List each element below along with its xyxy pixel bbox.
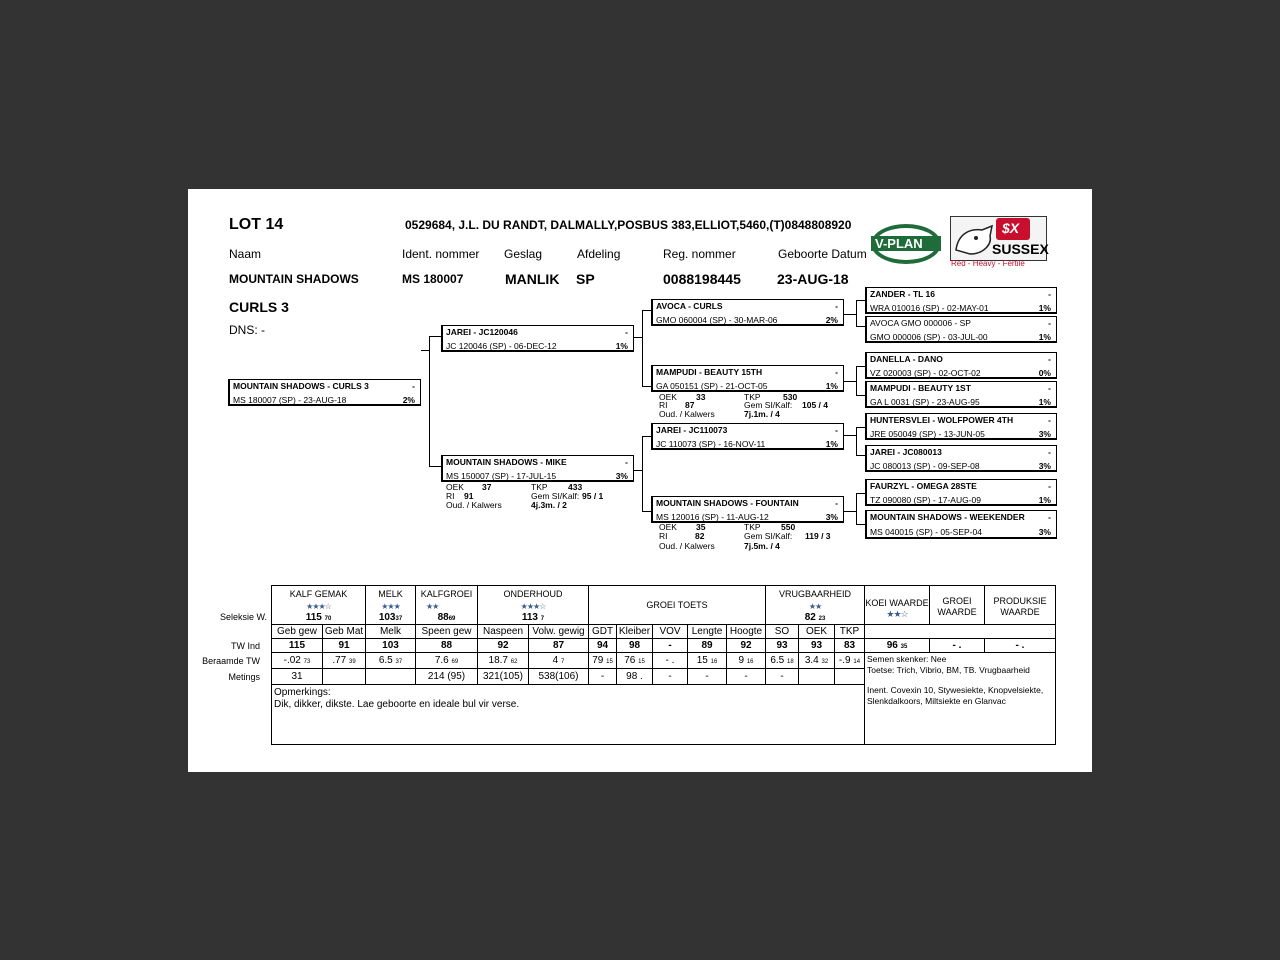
vplan-logo xyxy=(869,222,943,266)
twind-value: 92 xyxy=(727,639,766,653)
sel-onderhoud xyxy=(478,611,589,625)
stat-label-tkp: TKP xyxy=(744,392,761,402)
pedigree-gg4 xyxy=(865,381,1057,408)
beraamde-num: -.02 xyxy=(283,655,301,666)
metings-value: 214 (95) xyxy=(416,669,478,685)
sel-onderhoud-value: 113 xyxy=(521,611,538,623)
metings-value: - xyxy=(653,669,688,685)
onderhoud-stars-icon: ★★★☆ xyxy=(478,602,589,611)
pedigree-name: AVOCA GMO 000006 - SP xyxy=(870,318,971,328)
pedigree-percent: 1% xyxy=(1038,397,1051,407)
beraamde-num: -.9 xyxy=(838,655,851,666)
pedigree-mark: - xyxy=(412,381,415,391)
pedigree-mark: - xyxy=(1048,415,1051,425)
pedigree-reg: GA 050151 (SP) - 21-OCT-05 xyxy=(656,381,768,391)
pedigree-gg8 xyxy=(865,510,1057,539)
beraamde-num: 7.6 xyxy=(434,655,449,666)
row-label-seleksie: Seleksie W. xyxy=(219,612,267,622)
pedigree-gg3 xyxy=(865,352,1057,379)
twind-koei xyxy=(865,639,930,653)
label-geslag: Geslag xyxy=(504,247,543,261)
pedigree-mark: - xyxy=(835,367,838,377)
twind-prod: - . xyxy=(985,639,1056,653)
owner-info: 0529684, J.L. DU RANDT, DALMALLY,POSBUS 383,ELLIOT,5460,(T)0848808920 xyxy=(405,218,852,232)
beraamde-value xyxy=(766,653,799,669)
twind-value: 87 xyxy=(529,639,589,653)
sel-vrug xyxy=(766,611,865,625)
stat-oek: 37 xyxy=(482,482,492,492)
twind-groei: - . xyxy=(930,639,985,653)
pedigree-percent: 3% xyxy=(615,471,628,481)
sel-kalfgroei-value: 88 xyxy=(437,611,449,623)
twind-value: 91 xyxy=(323,639,366,653)
pedigree-name: MOUNTAIN SHADOWS - MIKE xyxy=(446,457,567,467)
vrug-stars-icon: ★★ xyxy=(766,602,865,611)
breeding-values-table xyxy=(271,585,1056,745)
col-header: OEK xyxy=(799,625,835,639)
pedigree-percent: 1% xyxy=(1038,303,1051,313)
row-label-twind: TW Ind xyxy=(230,641,260,651)
sel-kalf-value: 115 xyxy=(305,611,322,623)
stat-ri: 91 xyxy=(464,491,474,501)
beraamde-num: .77 xyxy=(332,655,347,666)
twind-value: 89 xyxy=(688,639,727,653)
beraamde-value xyxy=(835,653,865,669)
beraamde-acc: 37 xyxy=(395,659,403,665)
pedigree-sire-dam xyxy=(651,365,844,392)
beraamde-value xyxy=(653,653,688,669)
sel-melk-value: 103 xyxy=(378,611,396,623)
stat-label-gem: Gem SI/Kalf: xyxy=(744,531,793,541)
beraamde-value xyxy=(727,653,766,669)
beraamde-acc: 16 xyxy=(746,659,754,665)
col-header: Geb gew xyxy=(272,625,323,639)
sel-vrug-n: 23 xyxy=(818,615,826,622)
beraamde-acc: 15 xyxy=(606,659,613,665)
pedigree-name: DANELLA - DANO xyxy=(870,354,943,364)
pedigree-name: MAMPUDI - BEAUTY 15TH xyxy=(656,367,763,377)
pedigree-name: FAURZYL - OMEGA 28STE xyxy=(870,481,977,491)
beraamde-value xyxy=(589,653,617,669)
animal-birth: 23-AUG-18 xyxy=(777,271,849,287)
beraamde-value xyxy=(366,653,416,669)
sel-kalf xyxy=(272,611,366,625)
beraamde-num: 76 xyxy=(624,655,636,666)
remarks-text: Dik, dikker, dikste. Lae geboorte en ideale bul vir verse. xyxy=(274,699,520,710)
pedigree-percent: 3% xyxy=(825,512,838,522)
group-groei-waarde: GROEI WAARDE xyxy=(930,586,985,625)
beraamde-num: 15 xyxy=(696,655,708,666)
beraamde-value xyxy=(416,653,478,669)
animal-ident: MS 180007 xyxy=(402,272,464,286)
stat-gem: 105 / 4 xyxy=(802,400,828,410)
label-naam: Naam xyxy=(229,247,262,261)
stat-oek: 33 xyxy=(696,392,706,402)
pedigree-name: MOUNTAIN SHADOWS - FOUNTAIN xyxy=(656,498,799,508)
stat-ri: 82 xyxy=(695,531,705,541)
vplan-text: V-PLAN xyxy=(875,236,923,251)
animal-title: CURLS 3 xyxy=(229,299,289,315)
beraamde-acc: 15 xyxy=(638,659,645,665)
stat-tkp: 530 xyxy=(783,392,798,402)
vaccinations: Inent. Covexin 10, Stywesiekte, Knopvelsiekte, Slenkdalkoors, Miltsiekte en Glanvac xyxy=(867,685,1044,706)
pedigree-reg: TZ 090080 (SP) - 17-AUG-09 xyxy=(870,495,982,505)
col-header: Speen gew xyxy=(416,625,478,639)
stat-gem: 95 / 1 xyxy=(582,491,604,501)
side-notes-blank xyxy=(865,625,1056,639)
metings-value: 538(106) xyxy=(529,669,589,685)
pedigree-name: MOUNTAIN SHADOWS - CURLS 3 xyxy=(233,381,369,391)
beraamde-num: 4 xyxy=(552,655,559,666)
stat-label-oek: OEK xyxy=(446,482,464,492)
pedigree-mark: - xyxy=(1048,481,1051,491)
pedigree-percent: 3% xyxy=(1038,429,1051,439)
dns-value: DNS: - xyxy=(229,323,265,337)
beraamde-acc: 16 xyxy=(710,659,718,665)
pedigree-sire xyxy=(441,325,634,352)
group-onderhoud: ONDERHOUD xyxy=(478,586,589,602)
pedigree-reg: GMO 060004 (SP) - 30-MAR-06 xyxy=(656,315,778,325)
sussex-mark: $X xyxy=(1002,220,1020,236)
group-vrugbaarheid: VRUGBAARHEID xyxy=(766,586,865,602)
row-label-beraamde: Beraamde TW xyxy=(202,656,260,666)
pedigree-reg: JC 120046 (SP) - 06-DEC-12 xyxy=(446,341,557,351)
beraamde-value xyxy=(799,653,835,669)
pedigree-reg: MS 040015 (SP) - 05-SEP-04 xyxy=(870,527,982,537)
pedigree-percent: 1% xyxy=(615,341,628,351)
lot-number: LOT 14 xyxy=(229,216,284,233)
koei-stars-icon: ★★☆ xyxy=(886,609,908,619)
side-notes xyxy=(865,653,1056,745)
twind-value: 115 xyxy=(272,639,323,653)
pedigree-name: JAREI - JC120046 xyxy=(446,327,518,337)
beraamde-acc: 73 xyxy=(303,659,311,665)
sel-kalfgroei xyxy=(416,611,478,625)
pedigree-dam-sire xyxy=(651,423,844,450)
metings-value xyxy=(366,669,416,685)
beraamde-acc: 32 xyxy=(821,659,829,665)
stat-ri: 87 xyxy=(685,400,695,410)
stat-label-oud: Oud. / Kalwers xyxy=(659,541,715,551)
col-header: Volw. gewig xyxy=(529,625,589,639)
metings-value: - xyxy=(589,669,617,685)
pedigree-mark: - xyxy=(1048,383,1051,393)
twind-value: 93 xyxy=(799,639,835,653)
col-header: VOV xyxy=(653,625,688,639)
beraamde-num: 18.7 xyxy=(488,655,508,666)
beraamde-num: 6.5 xyxy=(378,655,393,666)
pedigree-reg: VZ 020003 (SP) - 02-OCT-02 xyxy=(870,368,981,378)
group-kalfgroei: KALFGROEI xyxy=(416,586,478,602)
pedigree-percent: 0% xyxy=(1038,368,1051,378)
metings-value xyxy=(799,669,835,685)
pedigree-mark: - xyxy=(625,327,628,337)
col-header: Kleiber xyxy=(617,625,653,639)
stat-gem: 119 / 3 xyxy=(805,531,831,541)
tests: Toetse: Trich, Vibrio, BM, TB. Vrugbaarheid xyxy=(867,665,1030,675)
pedigree-reg: MS 150007 (SP) - 17-JUL-15 xyxy=(446,471,557,481)
koei-waarde-label: KOEI WAARDE xyxy=(865,598,929,608)
animal-name: MOUNTAIN SHADOWS xyxy=(229,272,359,286)
pedigree-percent: 1% xyxy=(825,381,838,391)
twind-value: 83 xyxy=(835,639,865,653)
beraamde-acc: 18 xyxy=(787,659,794,665)
twind-koei-value: 96 xyxy=(886,640,898,651)
col-header: Naspeen xyxy=(478,625,529,639)
metings-value xyxy=(835,669,865,685)
twind-value: - xyxy=(653,639,688,653)
stat-tkp: 550 xyxy=(781,522,796,532)
twind-value: 93 xyxy=(766,639,799,653)
stat-oud: 4j.3m. / 2 xyxy=(531,500,567,510)
pedigree-name: MOUNTAIN SHADOWS - WEEKENDER xyxy=(870,512,1025,522)
remarks-cell xyxy=(272,685,865,745)
pedigree-reg: JC 080013 (SP) - 09-SEP-08 xyxy=(870,461,980,471)
pedigree-mark: - xyxy=(1048,289,1051,299)
pedigree-percent: 1% xyxy=(825,439,838,449)
beraamde-value xyxy=(617,653,653,669)
pedigree-reg: MS 120016 (SP) - 11-AUG-12 xyxy=(656,512,769,522)
stat-label-oek: OEK xyxy=(659,522,677,532)
metings-value: - xyxy=(766,669,799,685)
stat-label-ri: RI xyxy=(659,531,668,541)
pedigree-reg: WRA 010016 (SP) - 02-MAY-01 xyxy=(870,303,989,313)
metings-value: - xyxy=(688,669,727,685)
pedigree-name: AVOCA - CURLS xyxy=(656,301,723,311)
label-reg: Reg. nommer xyxy=(663,247,736,261)
kalfgroei-stars-icon: ★★ xyxy=(416,602,478,611)
stat-label-tkp: TKP xyxy=(744,522,761,532)
beraamde-value xyxy=(529,653,589,669)
group-melk: MELK xyxy=(366,586,416,602)
stat-tkp: 433 xyxy=(568,482,583,492)
twind-value: 88 xyxy=(416,639,478,653)
animal-sex: MANLIK xyxy=(505,271,560,287)
pedigree-mark: - xyxy=(1048,354,1051,364)
pedigree-sire-sire xyxy=(651,299,844,326)
label-geboorte: Geboorte Datum xyxy=(778,247,867,261)
col-header: TKP xyxy=(835,625,865,639)
sel-melk xyxy=(366,611,416,625)
pedigree-gg6 xyxy=(865,445,1057,472)
beraamde-value xyxy=(688,653,727,669)
metings-value: 98 . xyxy=(617,669,653,685)
beraamde-value xyxy=(478,653,529,669)
animal-reg: 0088198445 xyxy=(663,271,741,287)
group-koei-waarde xyxy=(865,586,930,625)
pedigree-subject xyxy=(228,379,421,406)
pedigree-name: JAREI - JC110073 xyxy=(656,425,728,435)
stat-label-ri: RI xyxy=(659,400,668,410)
beraamde-acc: 69 xyxy=(451,659,459,665)
pedigree-mark: - xyxy=(1048,318,1051,328)
pedigree-reg: GA L 0031 (SP) - 23-AUG-95 xyxy=(870,397,980,407)
group-groei-toets: GROEI TOETS xyxy=(589,586,766,625)
pedigree-gg1 xyxy=(865,287,1057,314)
sel-kalfgroei-n: 69 xyxy=(448,615,456,622)
pedigree-gg5 xyxy=(865,413,1057,440)
pedigree-mark: - xyxy=(1048,447,1051,457)
metings-value: 321(105) xyxy=(478,669,529,685)
metings-value: 31 xyxy=(272,669,323,685)
stat-label-gem: Gem SI/Kalf: xyxy=(531,491,580,501)
col-header: Melk xyxy=(366,625,416,639)
col-header: GDT xyxy=(589,625,617,639)
beraamde-num: 9 xyxy=(738,655,745,666)
beraamde-acc: 62 xyxy=(510,659,518,665)
row-label-metings: Metings xyxy=(228,672,260,682)
stat-oud: 7j.1m. / 4 xyxy=(744,409,780,419)
twind-value: 92 xyxy=(478,639,529,653)
pedigree-reg: MS 180007 (SP) - 23-AUG-18 xyxy=(233,395,347,405)
twind-value: 98 xyxy=(617,639,653,653)
stat-label-oud: Oud. / Kalwers xyxy=(446,500,502,510)
beraamde-value xyxy=(323,653,366,669)
label-afdeling: Afdeling xyxy=(577,247,621,261)
twind-value: 94 xyxy=(589,639,617,653)
metings-value xyxy=(323,669,366,685)
pedigree-percent: 2% xyxy=(825,315,838,325)
stat-label-oek: OEK xyxy=(659,392,677,402)
label-ident: Ident. nommer xyxy=(402,247,480,261)
beraamde-acc: 7 xyxy=(561,659,565,665)
beraamde-num: 6.5 xyxy=(770,655,785,666)
pedigree-mark: - xyxy=(1048,512,1051,522)
pedigree-sheet xyxy=(188,189,1092,772)
group-produksie-waarde: PRODUKSIE WAARDE xyxy=(985,586,1056,625)
pedigree-name: MAMPUDI - BEAUTY 1ST xyxy=(870,383,971,393)
col-header: SO xyxy=(766,625,799,639)
pedigree-mark: - xyxy=(835,425,838,435)
stat-label-gem: Gem SI/Kalf: xyxy=(744,400,793,410)
beraamde-num: - . xyxy=(665,655,675,666)
remarks-label: Opmerkings: xyxy=(274,687,331,698)
pedigree-reg: JC 110073 (SP) - 16-NOV-11 xyxy=(656,439,766,449)
col-header: Lengte xyxy=(688,625,727,639)
group-kalf-gemak: KALF GEMAK xyxy=(272,586,366,602)
pedigree-mark: - xyxy=(625,457,628,467)
pedigree-percent: 3% xyxy=(1038,527,1051,537)
animal-afdeling: SP xyxy=(576,271,595,287)
pedigree-name: ZANDER - TL 16 xyxy=(870,289,936,299)
sussex-word: SUSSEX xyxy=(992,241,1049,257)
col-header: Hoogte xyxy=(727,625,766,639)
sussex-logo xyxy=(950,216,1047,269)
melk-stars-icon: ★★★ xyxy=(366,602,416,611)
pedigree-reg: GMO 000006 (SP) - 03-JUL-00 xyxy=(870,332,988,342)
sel-melk-n: 37 xyxy=(395,615,403,622)
beraamde-acc: 39 xyxy=(349,659,356,665)
pedigree-name: JAREI - JC080013 xyxy=(870,447,942,457)
sussex-tagline: Red - Heavy - Fertile xyxy=(951,259,1025,268)
pedigree-mark: - xyxy=(835,498,838,508)
pedigree-dam xyxy=(441,455,634,482)
pedigree-gg7 xyxy=(865,479,1057,506)
beraamde-num: 3.4 xyxy=(804,655,819,666)
metings-value: - xyxy=(727,669,766,685)
kalf-stars-icon: ★★★☆ xyxy=(272,602,366,611)
stat-label-tkp: TKP xyxy=(531,482,548,492)
stat-oek: 35 xyxy=(696,522,706,532)
col-header: Geb Mat xyxy=(323,625,366,639)
sel-kalf-n: 70 xyxy=(324,615,332,622)
beraamde-num: 79 xyxy=(592,655,604,666)
pedigree-reg: JRE 050049 (SP) - 13-JUN-05 xyxy=(870,429,985,439)
semen-donor: Semen skenker: Nee xyxy=(867,654,947,664)
stat-oud: 7j.5m. / 4 xyxy=(744,541,780,551)
sel-vrug-value: 82 xyxy=(804,611,816,623)
pedigree-mark: - xyxy=(835,301,838,311)
sel-onderhoud-n: 7 xyxy=(540,615,545,622)
pedigree-percent: 1% xyxy=(1038,495,1051,505)
pedigree-gg2 xyxy=(865,316,1057,343)
twind-koei-n: 35 xyxy=(900,644,908,650)
stat-label-oud: Oud. / Kalwers xyxy=(659,409,715,419)
beraamde-value xyxy=(272,653,323,669)
pedigree-dam-dam xyxy=(651,496,844,523)
pedigree-percent: 3% xyxy=(1038,461,1051,471)
beraamde-acc: 14 xyxy=(853,659,861,665)
pedigree-name: HUNTERSVLEI - WOLFPOWER 4TH xyxy=(870,415,1014,425)
pedigree-percent: 1% xyxy=(1038,332,1051,342)
pedigree-percent: 2% xyxy=(402,395,415,405)
stat-label-ri: RI xyxy=(446,491,455,501)
twind-value: 103 xyxy=(366,639,416,653)
